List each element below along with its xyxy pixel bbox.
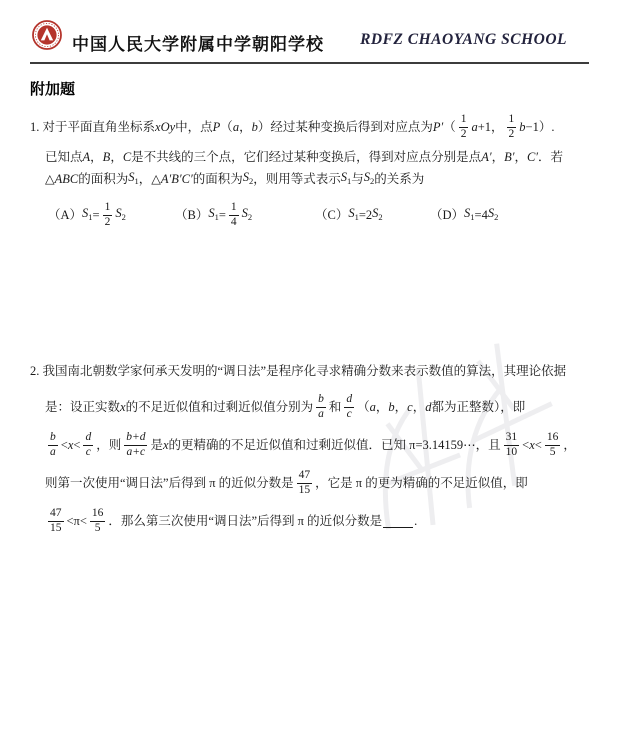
math-text: △ [45, 172, 55, 186]
math-text: ，则 [96, 438, 122, 452]
math-text: ， [110, 150, 123, 164]
fraction-numerator: 1 [229, 202, 239, 216]
math-variable: ABC [54, 172, 79, 186]
math-variable: b [519, 120, 526, 134]
math-variable-subscripted: $S_2$ [487, 206, 499, 222]
math-variable: b [251, 120, 258, 134]
fraction-denominator: 4 [230, 216, 237, 228]
math-text: 是 [150, 438, 163, 452]
math-variable: a [369, 400, 376, 414]
fraction-denominator: a [318, 408, 324, 420]
q2-line-5 [30, 502, 592, 540]
math-text: ）经过某种变换后得到对应点为 [257, 120, 433, 134]
math-fraction [124, 432, 147, 459]
fraction-denominator: c [346, 408, 352, 420]
math-variable: A′B′C′ [160, 172, 193, 186]
math-text: 是不共线的三个点，它们经过某种变换后，得到对应点分别是点 [131, 150, 482, 164]
fraction-numerator: d [344, 394, 354, 408]
math-fraction [297, 470, 313, 497]
math-fraction [229, 202, 239, 229]
math-variable-subscripted: $S_2$ [241, 206, 253, 222]
fraction-numerator: 1 [103, 202, 113, 216]
math-fraction [90, 508, 106, 535]
question-1 [30, 108, 592, 234]
math-variable-subscripted: $S_1$ [348, 206, 359, 222]
math-subscript: 2 [247, 212, 253, 222]
math-text: 中，点 [175, 120, 213, 134]
math-variable: d [425, 400, 432, 414]
math-variable: A′ [481, 150, 492, 164]
math-text: < [60, 438, 68, 452]
page-header [30, 18, 589, 64]
math-variable-subscripted: $S_1$ [82, 206, 93, 222]
math-text: ，它是 π 的更为精确的不足近似值，即 [315, 476, 528, 490]
choice-A [48, 202, 175, 229]
math-text: （C） [315, 208, 349, 222]
math-text: 的面积为 [192, 172, 243, 186]
math-subscript: 2 [494, 212, 499, 222]
math-text: ， [394, 400, 408, 414]
math-text: 则第一次使用“调日法”后得到 π 的近似分数是 [45, 476, 294, 490]
section-title: 附加题 [30, 82, 76, 98]
math-text: ， [239, 120, 252, 134]
math-text: ， [375, 400, 389, 414]
math-subscript: 2 [378, 212, 383, 222]
q1-line-2 [30, 146, 592, 168]
fraction-numerator: b [316, 394, 326, 408]
math-subscript: 1 [346, 176, 352, 186]
math-variable: P′ [432, 120, 444, 134]
school-name-chinese: 中国人民大学附属中学朝阳学校 [72, 35, 324, 54]
math-variable: x [162, 438, 169, 452]
fraction-numerator: 31 [504, 432, 520, 446]
school-logo-icon [32, 20, 62, 50]
math-variable-subscripted: $S_2$ [372, 206, 383, 222]
math-text: < [522, 438, 530, 452]
math-text: +1， [477, 120, 504, 134]
math-variable-subscripted: $S_1$ [464, 206, 475, 222]
fraction-numerator: b+d [124, 432, 147, 446]
fraction-numerator: 16 [545, 432, 561, 446]
math-text: （ [220, 120, 233, 134]
math-text: ，则用等式表示 [253, 172, 341, 186]
math-text: ， [90, 150, 103, 164]
q1-line-3 [30, 168, 592, 190]
math-fraction [545, 432, 561, 459]
math-variable: c [407, 400, 413, 414]
math-variable: C′ [526, 150, 539, 164]
fraction-numerator: b [48, 432, 58, 446]
math-text: <π< [66, 514, 87, 528]
fraction-denominator: c [85, 446, 91, 458]
math-subscript: 2 [121, 212, 126, 222]
math-text: （A） [48, 208, 83, 222]
math-variable: P [212, 120, 221, 134]
fraction-denominator: 2 [104, 216, 111, 228]
math-fraction [103, 202, 113, 229]
q2-line-4 [30, 464, 592, 502]
question-2 [30, 360, 592, 540]
math-text: −1）. [525, 120, 555, 134]
math-text: ．若 [538, 150, 564, 164]
math-subscript: 1 [354, 212, 359, 222]
math-variable-subscripted: $S_2$ [363, 170, 375, 186]
math-variable: xOy [155, 120, 176, 134]
math-text: ．那么第三次使用“调日法”后得到 π 的近似分数是 [108, 514, 383, 528]
math-variable: a [471, 120, 478, 134]
math-text: 的面积为 [78, 172, 129, 186]
math-text: 与 [351, 172, 364, 186]
math-fraction [504, 432, 520, 459]
fraction-denominator: 15 [50, 522, 62, 534]
fraction-numerator: 16 [90, 508, 106, 522]
math-fraction [507, 114, 517, 141]
math-text: 已知点 [45, 150, 83, 164]
math-subscript: 1 [88, 212, 93, 222]
math-fraction [459, 114, 469, 141]
math-variable-subscripted: $S_1$ [340, 170, 352, 186]
math-variable-subscripted: $S_1$ [128, 170, 139, 186]
q1-line-1 [30, 108, 592, 146]
math-text: （D） [430, 208, 465, 222]
fraction-numerator: 47 [297, 470, 313, 484]
math-text: ， [491, 150, 505, 164]
q2-line-1 [30, 360, 592, 382]
math-variable: x [529, 438, 535, 452]
math-text: 是：设正实数 [45, 400, 121, 414]
fraction-denominator: 5 [94, 522, 101, 534]
math-text: ， [412, 400, 426, 414]
math-text: =4 [474, 208, 488, 222]
answer-blank [383, 515, 413, 528]
fraction-denominator: 5 [549, 446, 556, 458]
math-text: ，△ [138, 172, 161, 186]
math-fraction [83, 432, 93, 459]
math-text: 1. 对于平面直角坐标系 [30, 120, 156, 134]
fraction-denominator: 2 [508, 128, 515, 140]
math-text: < [534, 438, 542, 452]
math-subscript: 2 [369, 176, 375, 186]
choice-C [315, 202, 430, 228]
math-fraction [48, 508, 64, 535]
math-variable-subscripted: $S_2$ [115, 206, 126, 222]
math-text: = [92, 208, 100, 222]
choice-B [175, 202, 315, 229]
math-text: （B） [175, 208, 209, 222]
math-text: =2 [358, 208, 373, 222]
math-variable: b [388, 400, 395, 414]
math-variable: B′ [504, 150, 515, 164]
math-text: 的不足近似值和过剩近似值分别为 [125, 400, 314, 414]
fraction-denominator: 2 [460, 128, 467, 140]
math-text: ， [563, 438, 576, 452]
math-text: . [414, 514, 418, 528]
math-variable: C [122, 150, 132, 164]
math-text: ， [514, 150, 527, 164]
math-variable: x [67, 438, 74, 452]
q2-line-3 [30, 426, 592, 464]
math-subscript: 1 [134, 176, 139, 186]
math-subscript: 1 [214, 212, 219, 222]
fraction-denominator: a [50, 446, 56, 458]
math-fraction [48, 432, 58, 459]
math-text: < [73, 438, 81, 452]
math-text: 和 [328, 400, 342, 414]
math-variable: A [82, 150, 91, 164]
math-text: 的关系为 [374, 172, 425, 186]
math-text: （ [443, 120, 456, 134]
math-text: = [218, 208, 226, 222]
math-text: 都为正整数），即 [431, 400, 526, 414]
fraction-numerator: d [83, 432, 93, 446]
math-variable-subscripted: $S_2$ [242, 170, 254, 186]
math-variable: a [232, 120, 240, 134]
fraction-numerator: 47 [48, 508, 64, 522]
math-variable: x [120, 400, 126, 414]
math-fraction [344, 394, 354, 421]
fraction-numerator: 1 [459, 114, 469, 128]
math-fraction [316, 394, 326, 421]
math-variable: B [102, 150, 111, 164]
q1-choices [30, 196, 592, 234]
math-text: 2. 我国南北朝数学家何承天发明的“调日法”是程序化寻求精确分数来表示数值的算法，其理论依据 [30, 364, 567, 378]
fraction-denominator: 15 [298, 484, 311, 496]
fraction-denominator: 10 [505, 446, 518, 458]
fraction-denominator: a+c [126, 446, 146, 458]
fraction-numerator: 1 [507, 114, 517, 128]
math-text: （ [357, 400, 370, 414]
math-subscript: 2 [248, 176, 254, 186]
math-variable-subscripted: $S_1$ [208, 206, 219, 222]
school-name-english: RDFZ CHAOYANG SCHOOL [360, 31, 567, 48]
q2-line-2 [30, 388, 592, 426]
math-text: 的更精确的不足近似值和过剩近似值．已知 π=3.14159⋯，且 [168, 438, 501, 452]
choice-D [430, 202, 498, 228]
math-subscript: 1 [470, 212, 475, 222]
